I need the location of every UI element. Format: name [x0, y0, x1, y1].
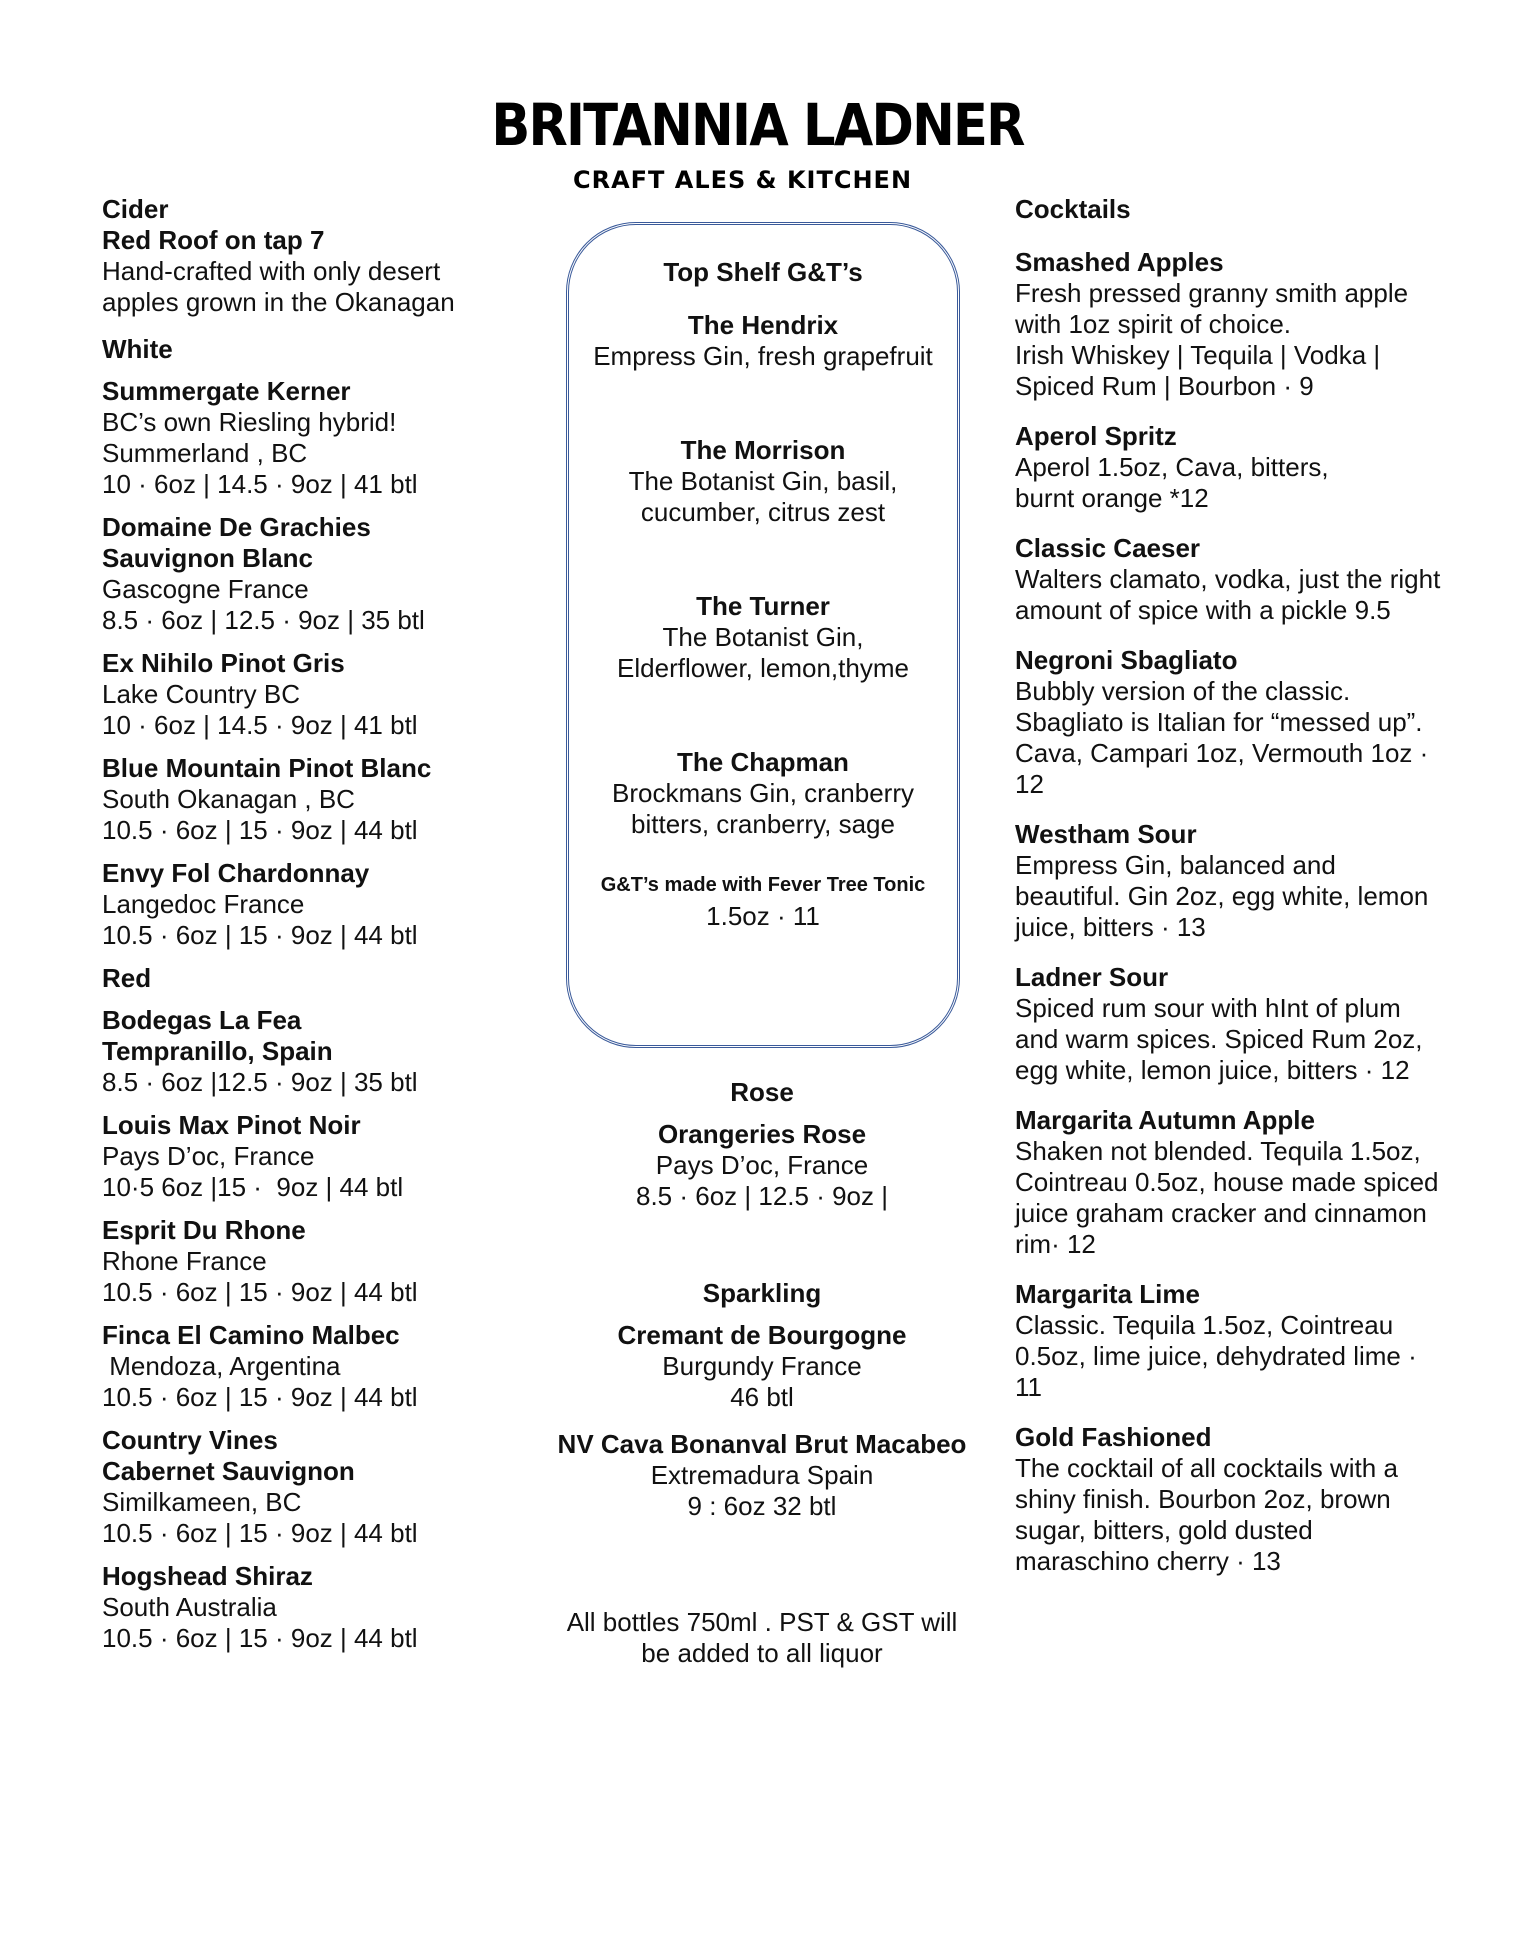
menu-item-name: Ladner Sour — [1015, 962, 1169, 992]
section-heading-red: Red — [102, 963, 152, 993]
sparkling-item-name: NV Cava Bonanval Brut Macabeo — [557, 1429, 967, 1459]
menu-item-line: Gascogne France — [102, 574, 309, 604]
sparkling-item-line: 46 btl — [730, 1382, 794, 1412]
menu-item-name: Blue Mountain Pinot Blanc — [102, 753, 432, 783]
menu-item-name: Red Roof on tap 7 — [102, 225, 325, 255]
menu-item-line: Empress Gin, balanced and — [1015, 850, 1336, 880]
gt-item-name: The Morrison — [680, 435, 846, 465]
menu-item — [1015, 1422, 1475, 1577]
menu-item-line: shiny finish. Bourbon 2oz, brown — [1015, 1484, 1391, 1514]
white-wine-list — [102, 376, 502, 963]
menu-item-name: Aperol Spritz — [1015, 421, 1177, 451]
menu-item-line: juice graham cracker and cinnamon — [1015, 1198, 1427, 1228]
menu-item — [1015, 1105, 1475, 1260]
menu-item — [102, 1561, 502, 1654]
gt-item-line: Elderflower, lemon,thyme — [617, 653, 909, 683]
menu-item-line: sugar, bitters, gold dusted — [1015, 1515, 1313, 1545]
menu-item-desc: apples grown in the Okanagan — [102, 287, 455, 317]
menu-item-line: 12 — [1015, 769, 1044, 799]
menu-item-line: maraschino cherry · 13 — [1015, 1546, 1281, 1576]
menu-item-line: Bubbly version of the classic. — [1015, 676, 1351, 706]
restaurant-subtitle: CRAFT ALES & KITCHEN — [572, 166, 913, 194]
menu-item — [1015, 819, 1475, 943]
menu-item — [102, 858, 502, 951]
menu-item-name: Margarita Autumn Apple — [1015, 1105, 1315, 1135]
gt-box — [566, 257, 960, 932]
restaurant-title: BRITANNIA LADNER — [491, 91, 1024, 159]
gt-item — [566, 747, 960, 840]
menu-item — [102, 1215, 502, 1308]
menu-item-name: Summergate Kerner — [102, 376, 351, 406]
menu-item-name: Negroni Sbagliato — [1015, 645, 1238, 675]
menu-item-line: Summerland , BC — [102, 438, 308, 468]
menu-item-line: Langedoc France — [102, 889, 305, 919]
menu-item-line: 10.5 · 6oz | 15 · 9oz | 44 btl — [102, 815, 418, 845]
menu-item-line: egg white, lemon juice, bitters · 12 — [1015, 1055, 1410, 1085]
gt-item — [566, 435, 960, 528]
menu-item — [1015, 421, 1475, 514]
menu-item-line: 10.5 · 6oz | 15 · 9oz | 44 btl — [102, 1623, 418, 1653]
menu-item-line: and warm spices. Spiced Rum 2oz, — [1015, 1024, 1423, 1054]
menu-item-name: Esprit Du Rhone — [102, 1215, 306, 1245]
menu-item-line: Shaken not blended. Tequila 1.5oz, — [1015, 1136, 1421, 1166]
menu-item-name: Smashed Apples — [1015, 247, 1224, 277]
menu-item-line: Aperol 1.5oz, Cava, bitters, — [1015, 452, 1329, 482]
menu-item-line: 10.5 · 6oz | 15 · 9oz | 44 btl — [102, 1518, 418, 1548]
menu-item-name: Country Vines — [102, 1425, 278, 1455]
menu-item-desc: Hand-crafted with only desert — [102, 256, 441, 286]
sparkling-item-line: Burgundy France — [662, 1351, 862, 1381]
section-heading-rose: Rose — [730, 1077, 794, 1107]
cocktails-column — [1015, 194, 1475, 1596]
menu-item — [102, 753, 502, 846]
menu-item-line: 10·5 6oz |15 · 9oz | 44 btl — [102, 1172, 404, 1202]
section-heading-cocktails: Cocktails — [1015, 194, 1131, 224]
footer-note-line: be added to all liquor — [641, 1638, 883, 1668]
menu-item-line: Irish Whiskey | Tequila | Vodka | — [1015, 340, 1381, 370]
menu-item — [102, 512, 502, 636]
gt-item-name: The Turner — [696, 591, 830, 621]
gt-note: G&T’s made with Fever Tree Tonic — [600, 874, 926, 896]
cocktail-list — [1015, 247, 1475, 1596]
menu-item-line: Classic. Tequila 1.5oz, Cointreau — [1015, 1310, 1394, 1340]
menu-item-name: Domaine De Grachies — [102, 512, 371, 542]
menu-item — [102, 1110, 502, 1203]
red-wine-list — [102, 1005, 502, 1666]
section-heading-cider: Cider — [102, 194, 169, 224]
menu-item-line: 11 — [1015, 1372, 1042, 1402]
menu-item-line: 10.5 · 6oz | 15 · 9oz | 44 btl — [102, 1382, 418, 1412]
menu-item-name: Tempranillo, Spain — [102, 1036, 333, 1066]
section-heading-white: White — [102, 334, 173, 364]
menu-item-line: 8.5 · 6oz |12.5 · 9oz | 35 btl — [102, 1067, 418, 1097]
menu-item-line: Spiced Rum | Bourbon · 9 — [1015, 371, 1314, 401]
menu-item-line: rim· 12 — [1015, 1229, 1096, 1259]
menu-item — [1015, 645, 1475, 800]
menu-item-line: South Australia — [102, 1592, 277, 1622]
menu-item-line: Walters clamato, vodka, just the right — [1015, 564, 1441, 594]
menu-item-line: beautiful. Gin 2oz, egg white, lemon — [1015, 881, 1429, 911]
gt-item-name: The Hendrix — [687, 310, 839, 340]
menu-item-line: Similkameen, BC — [102, 1487, 302, 1517]
menu-item — [102, 1320, 502, 1413]
menu-item-name: Louis Max Pinot Noir — [102, 1110, 361, 1140]
menu-item-name: Cabernet Sauvignon — [102, 1456, 355, 1486]
rose-item-line: Pays D’oc, France — [655, 1150, 869, 1180]
menu-item-line: Sbagliato is Italian for “messed up”. — [1015, 707, 1423, 737]
menu-item-line: Fresh pressed granny smith apple — [1015, 278, 1409, 308]
gt-price: 1.5oz · 11 — [706, 901, 820, 931]
gt-item — [566, 591, 960, 684]
menu-item-name: Bodegas La Fea — [102, 1005, 302, 1035]
menu-item-line: South Okanagan , BC — [102, 784, 355, 814]
menu-item-name: Margarita Lime — [1015, 1279, 1200, 1309]
menu-item-line: 10.5 · 6oz | 15 · 9oz | 44 btl — [102, 920, 418, 950]
menu-item-line: 0.5oz, lime juice, dehydrated lime · — [1015, 1341, 1417, 1371]
menu-item-line: amount of spice with a pickle 9.5 — [1015, 595, 1391, 625]
menu-item-line: juice, bitters · 13 — [1015, 912, 1206, 942]
gt-item-line: The Botanist Gin, basil, — [628, 466, 898, 496]
sparkling-item-name: Cremant de Bourgogne — [617, 1320, 907, 1350]
menu-item-name: Envy Fol Chardonnay — [102, 858, 370, 888]
menu-item-name: Sauvignon Blanc — [102, 543, 313, 573]
left-column — [102, 194, 502, 1666]
menu-item-line: burnt orange *12 — [1015, 483, 1209, 513]
menu-item — [1015, 1279, 1475, 1403]
menu-item-line: 8.5 · 6oz | 12.5 · 9oz | 35 btl — [102, 605, 425, 635]
gt-item-name: The Chapman — [677, 747, 849, 777]
menu-item-line: Mendoza, Argentina — [102, 1351, 341, 1381]
menu-item — [102, 1005, 502, 1098]
menu-item-line: with 1oz spirit of choice. — [1015, 309, 1292, 339]
section-heading-sparkling: Sparkling — [702, 1278, 822, 1308]
gt-item-line: bitters, cranberry, sage — [631, 809, 895, 839]
rose-item-name: Orangeries Rose — [657, 1119, 867, 1149]
menu-item-line: Cointreau 0.5oz, house made spiced — [1015, 1167, 1439, 1197]
gt-item-line: cucumber, citrus zest — [640, 497, 886, 527]
sparkling-item-line: Extremadura Spain — [650, 1460, 874, 1490]
menu-item-line: BC’s own Riesling hybrid! — [102, 407, 397, 437]
menu-item — [102, 376, 502, 500]
menu-item-line: Pays D’oc, France — [102, 1141, 315, 1171]
menu-item-line: 10 · 6oz | 14.5 · 9oz | 41 btl — [102, 710, 418, 740]
gt-item-line: Brockmans Gin, cranberry — [612, 778, 914, 808]
menu-item-name: Gold Fashioned — [1015, 1422, 1212, 1452]
gt-heading: Top Shelf G&T’s — [663, 257, 863, 287]
menu-item-line: The cocktail of all cocktails with a — [1015, 1453, 1398, 1483]
menu-item-name: Ex Nihilo Pinot Gris — [102, 648, 345, 678]
menu-item-name: Classic Caeser — [1015, 533, 1201, 563]
cider-section — [102, 194, 502, 318]
gt-item — [566, 310, 960, 372]
menu-item-name: Hogshead Shiraz — [102, 1561, 313, 1591]
gt-item-line: The Botanist Gin, — [662, 622, 864, 652]
menu-item — [1015, 247, 1475, 402]
menu-item-line: 10 · 6oz | 14.5 · 9oz | 41 btl — [102, 469, 418, 499]
gt-item-line: Empress Gin, fresh grapefruit — [593, 341, 933, 371]
menu-item-line: Cava, Campari 1oz, Vermouth 1oz · — [1015, 738, 1429, 768]
footer-note-line: All bottles 750ml . PST & GST will — [566, 1607, 958, 1637]
menu-item — [102, 1425, 502, 1549]
menu-item — [1015, 533, 1475, 626]
menu-item-name: Westham Sour — [1015, 819, 1197, 849]
menu-item-line: 10.5 · 6oz | 15 · 9oz | 44 btl — [102, 1277, 418, 1307]
rose-item-line: 8.5 · 6oz | 12.5 · 9oz | — [636, 1181, 888, 1211]
menu-item — [1015, 962, 1475, 1086]
sparkling-item-line: 9 : 6oz 32 btl — [687, 1491, 837, 1521]
menu-item-line: Rhone France — [102, 1246, 267, 1276]
menu-item-line: Lake Country BC — [102, 679, 300, 709]
menu-item-line: Spiced rum sour with hInt of plum — [1015, 993, 1401, 1023]
menu-item-name: Finca El Camino Malbec — [102, 1320, 400, 1350]
middle-column — [537, 1077, 987, 1669]
menu-item — [102, 648, 502, 741]
